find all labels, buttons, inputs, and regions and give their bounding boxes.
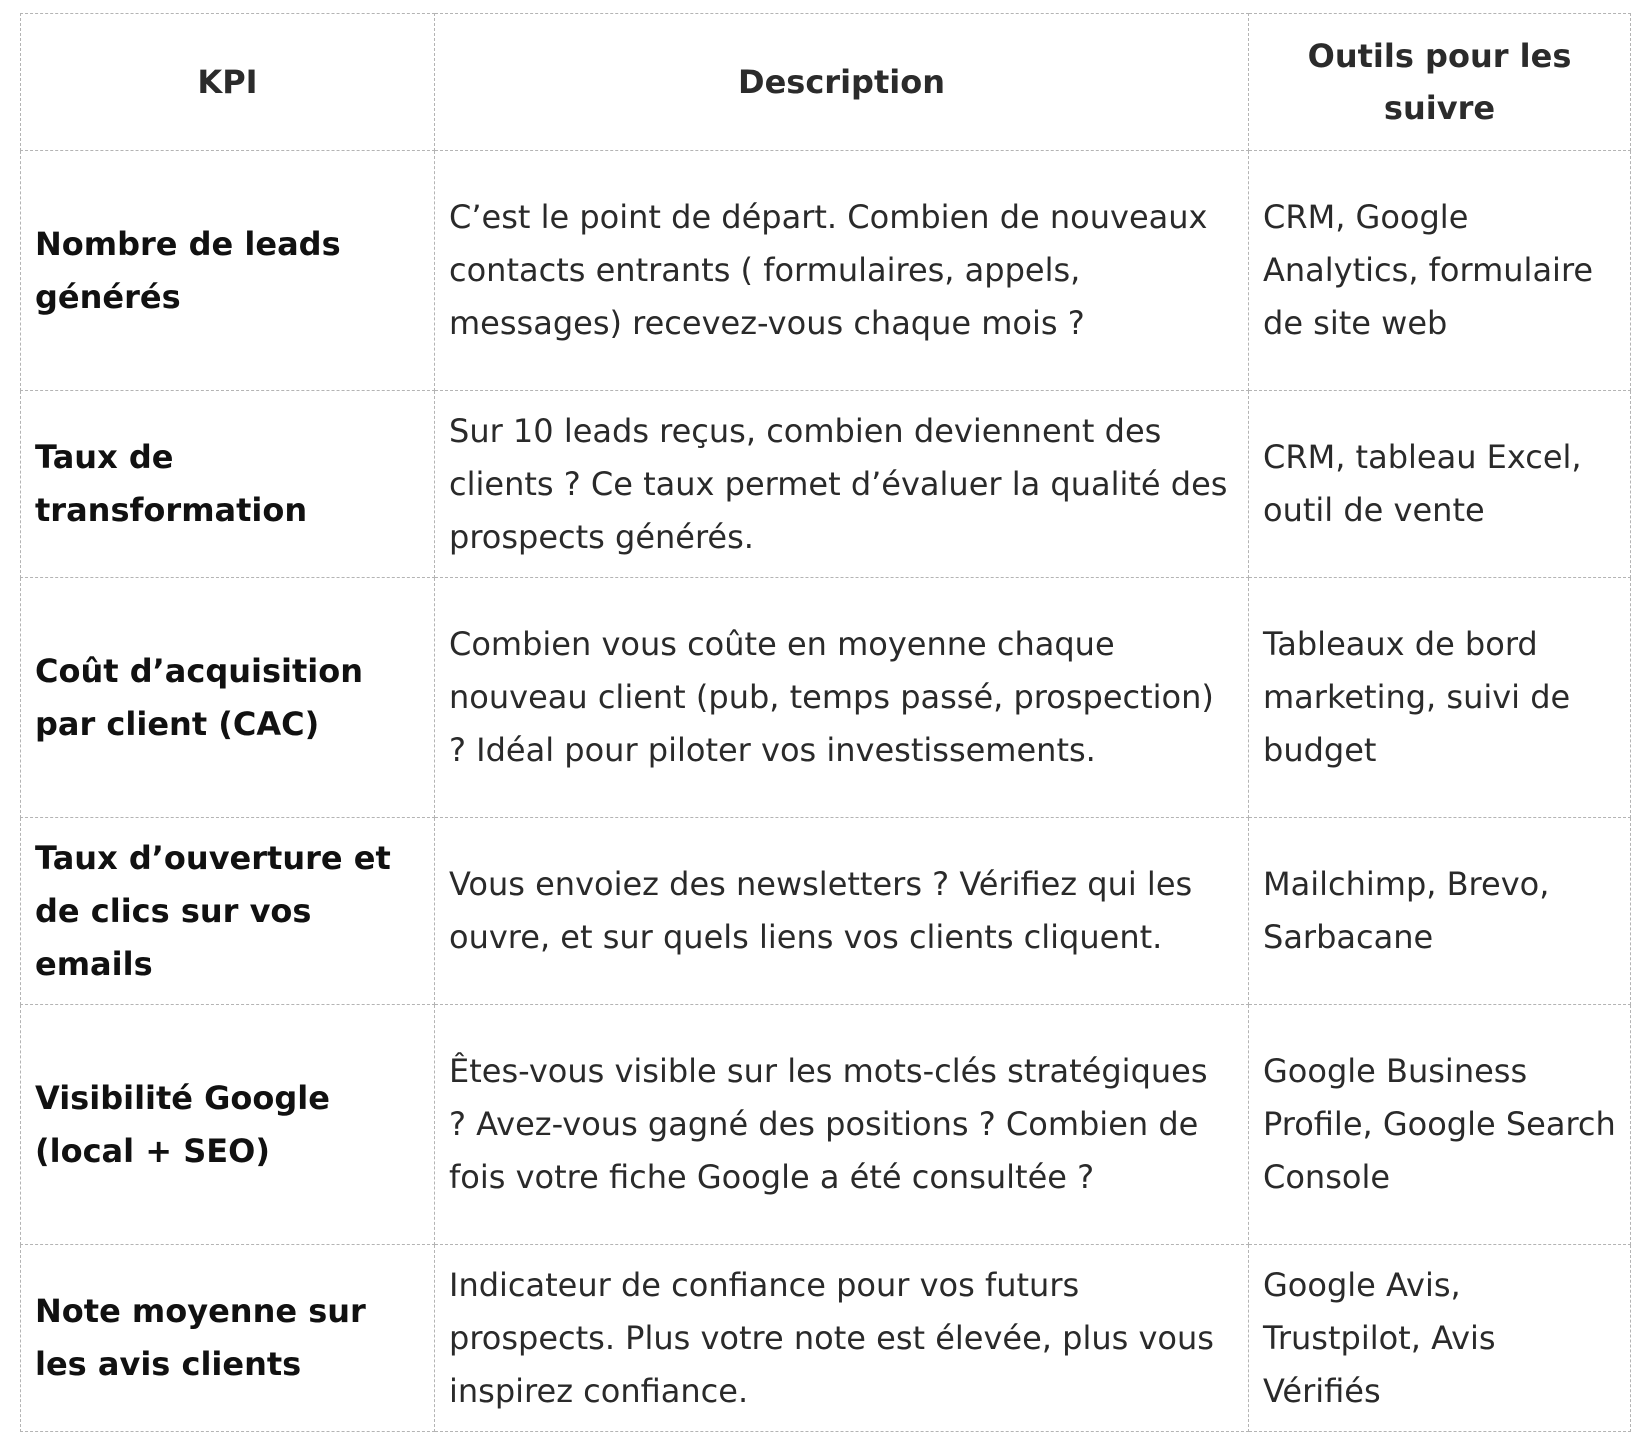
header-kpi: KPI bbox=[21, 14, 435, 151]
table-row bbox=[21, 151, 1631, 391]
kpi-cell: Taux d’ouverture et de clics sur vos emails bbox=[21, 818, 435, 1005]
description-cell: Combien vous coûte en moyenne chaque nouveau client (pub, temps passé, prospection) ? Idéal pour piloter vos investissements. bbox=[435, 578, 1249, 818]
table-row bbox=[21, 818, 1631, 1005]
tools-cell: Mailchimp, Brevo, Sarbacane bbox=[1249, 818, 1631, 1005]
header-row bbox=[21, 14, 1631, 151]
tools-cell: Tableaux de bord marketing, suivi de budget bbox=[1249, 578, 1631, 818]
kpi-cell: Nombre de leads générés bbox=[21, 151, 435, 391]
kpi-cell: Coût d’acquisition par client (CAC) bbox=[21, 578, 435, 818]
description-cell: Indicateur de confiance pour vos futurs prospects. Plus votre note est élevée, plus vous inspirez confiance. bbox=[435, 1245, 1249, 1432]
kpi-cell: Taux de transformation bbox=[21, 391, 435, 578]
description-cell: Sur 10 leads reçus, combien deviennent des clients ? Ce taux permet d’évaluer la qualité des prospects générés. bbox=[435, 391, 1249, 578]
tools-cell: CRM, tableau Excel, outil de vente bbox=[1249, 391, 1631, 578]
table-body bbox=[21, 151, 1631, 1432]
table-row bbox=[21, 578, 1631, 818]
tools-cell: Google Business Profile, Google Search Console bbox=[1249, 1005, 1631, 1245]
table-row bbox=[21, 391, 1631, 578]
description-cell: Êtes-vous visible sur les mots-clés stratégiques ? Avez-vous gagné des positions ? Combien de fois votre fiche Google a été consultée ? bbox=[435, 1005, 1249, 1245]
header-description: Description bbox=[435, 14, 1249, 151]
table-row bbox=[21, 1245, 1631, 1432]
tools-cell: CRM, Google Analytics, formulaire de site web bbox=[1249, 151, 1631, 391]
table-header bbox=[21, 14, 1631, 151]
description-cell: C’est le point de départ. Combien de nouveaux contacts entrants ( formulaires, appels, messages) recevez-vous chaque mois ? bbox=[435, 151, 1249, 391]
kpi-cell: Note moyenne sur les avis clients bbox=[21, 1245, 435, 1432]
header-tools: Outils pour les suivre bbox=[1249, 14, 1631, 151]
kpi-cell: Visibilité Google (local + SEO) bbox=[21, 1005, 435, 1245]
tools-cell: Google Avis, Trustpilot, Avis Vérifiés bbox=[1249, 1245, 1631, 1432]
description-cell: Vous envoiez des newsletters ? Vérifiez qui les ouvre, et sur quels liens vos clients cliquent. bbox=[435, 818, 1249, 1005]
kpi-table bbox=[20, 13, 1631, 1432]
table-row bbox=[21, 1005, 1631, 1245]
